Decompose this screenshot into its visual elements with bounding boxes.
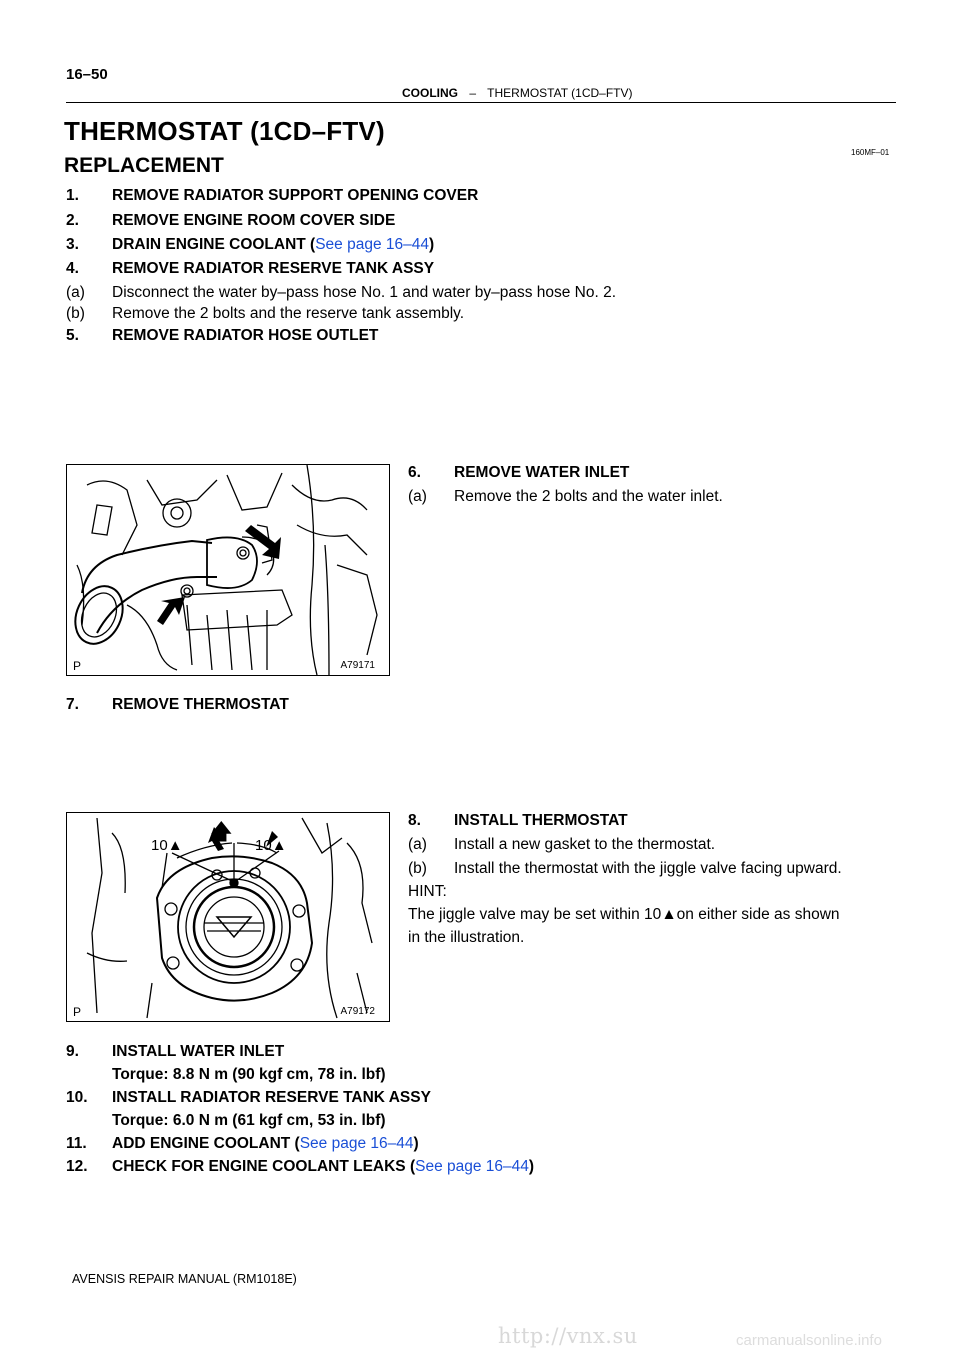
header-rule xyxy=(66,102,896,103)
step-number: 9. xyxy=(66,1043,79,1060)
torque-spec-10: Torque: 6.0 N m (61 kgf cm, 53 in. lbf) xyxy=(112,1112,386,1129)
substep-text: Install the thermostat with the jiggle valve facing upward. xyxy=(454,860,842,877)
figure-corner-mark: P xyxy=(73,659,82,673)
substep-text: Remove the 2 bolts and the reserve tank assembly. xyxy=(112,305,465,322)
page-title: THERMOSTAT (1CD–FTV) xyxy=(64,116,385,146)
engine-water-inlet-drawing xyxy=(67,465,389,675)
step-number: 1. xyxy=(66,187,79,204)
doc-code: 160MF–01 xyxy=(851,148,890,157)
substep-label: (a) xyxy=(408,836,427,853)
water-inlet-illustration xyxy=(66,464,390,676)
header-separator: – xyxy=(469,86,477,100)
torque-spec-9: Torque: 8.8 N m (90 kgf cm, 78 in. lbf) xyxy=(112,1066,386,1083)
hint-label: HINT: xyxy=(408,883,447,900)
step-number: 2. xyxy=(66,212,79,229)
up-arrow-icon: 🡅 xyxy=(210,819,233,844)
thermostat-jiggle-valve-drawing xyxy=(67,813,389,1021)
step-text: REMOVE THERMOSTAT xyxy=(112,696,289,713)
degree-triangle-icon: ▲ xyxy=(271,837,287,854)
header-subsection: THERMOSTAT (1CD–FTV) xyxy=(487,86,633,100)
step-text: INSTALL WATER INLET xyxy=(112,1043,285,1060)
figure-id: A79172 xyxy=(340,1006,375,1017)
step-text: INSTALL THERMOSTAT xyxy=(454,812,628,829)
substep-label: (a) xyxy=(66,284,85,301)
step-number: 12. xyxy=(66,1158,88,1175)
figure-corner-mark: P xyxy=(73,1005,82,1019)
step-text: CHECK FOR ENGINE COOLANT LEAKS ( xyxy=(112,1158,416,1175)
hint-text-line1 xyxy=(408,906,840,924)
step-text: REMOVE RADIATOR SUPPORT OPENING COVER xyxy=(112,187,479,204)
page-number: 16–50 xyxy=(66,66,108,83)
angle-label-right xyxy=(255,837,287,854)
hint-text: The jiggle valve may be set within 10 xyxy=(408,906,662,923)
angle-value: 10 xyxy=(255,837,272,854)
step-text-close: ) xyxy=(528,1158,535,1175)
watermark-site: carmanualsonline.info xyxy=(736,1332,882,1349)
thermostat-illustration xyxy=(66,812,390,1022)
header-section: COOLING xyxy=(402,86,458,100)
step-number: 11. xyxy=(66,1135,87,1152)
substep-text: Remove the 2 bolts and the water inlet. xyxy=(454,488,723,505)
step-text: REMOVE RADIATOR RESERVE TANK ASSY xyxy=(112,260,435,277)
see-page-link[interactable]: See page 16–44 xyxy=(415,1158,529,1175)
step-number: 7. xyxy=(66,696,79,713)
substep-label: (b) xyxy=(408,860,427,877)
watermark-url: http://vnx.su xyxy=(498,1324,638,1348)
step-number: 4. xyxy=(66,260,79,277)
step-text: REMOVE RADIATOR HOSE OUTLET xyxy=(112,327,379,344)
manual-footer: AVENSIS REPAIR MANUAL (RM1018E) xyxy=(72,1272,297,1286)
step-number: 6. xyxy=(408,464,421,481)
step-text: REMOVE ENGINE ROOM COVER SIDE xyxy=(112,212,396,229)
step-text: ADD ENGINE COOLANT ( xyxy=(112,1135,300,1152)
step-number: 3. xyxy=(66,236,79,253)
step-number: 8. xyxy=(408,812,421,829)
degree-triangle-icon: ▲ xyxy=(661,906,677,923)
substep-text: Disconnect the water by–pass hose No. 1 and water by–pass hose No. 2. xyxy=(112,284,617,301)
step-text: INSTALL RADIATOR RESERVE TANK ASSY xyxy=(112,1089,431,1106)
hint-text-line2: in the illustration. xyxy=(408,929,525,946)
substep-text: Install a new gasket to the thermostat. xyxy=(454,836,716,853)
step-text: REMOVE WATER INLET xyxy=(454,464,630,481)
section-subtitle: REPLACEMENT xyxy=(64,154,224,177)
step-number: 5. xyxy=(66,327,79,344)
substep-label: (b) xyxy=(66,305,85,322)
running-header xyxy=(402,86,633,100)
see-page-link[interactable]: See page 16–44 xyxy=(299,1135,414,1152)
see-page-link[interactable]: See page 16–44 xyxy=(315,236,429,253)
angle-label-left xyxy=(151,837,183,854)
angle-value: 10 xyxy=(151,837,168,854)
step-text: DRAIN ENGINE COOLANT ( xyxy=(112,236,316,253)
step-text-close: ) xyxy=(429,236,435,253)
substep-label: (a) xyxy=(408,488,427,505)
degree-triangle-icon: ▲ xyxy=(167,837,183,854)
step-text-close: ) xyxy=(413,1135,419,1152)
hint-text-end: on either side as shown xyxy=(676,906,840,923)
step-number: 10. xyxy=(66,1089,88,1106)
figure-id: A79171 xyxy=(340,660,375,671)
